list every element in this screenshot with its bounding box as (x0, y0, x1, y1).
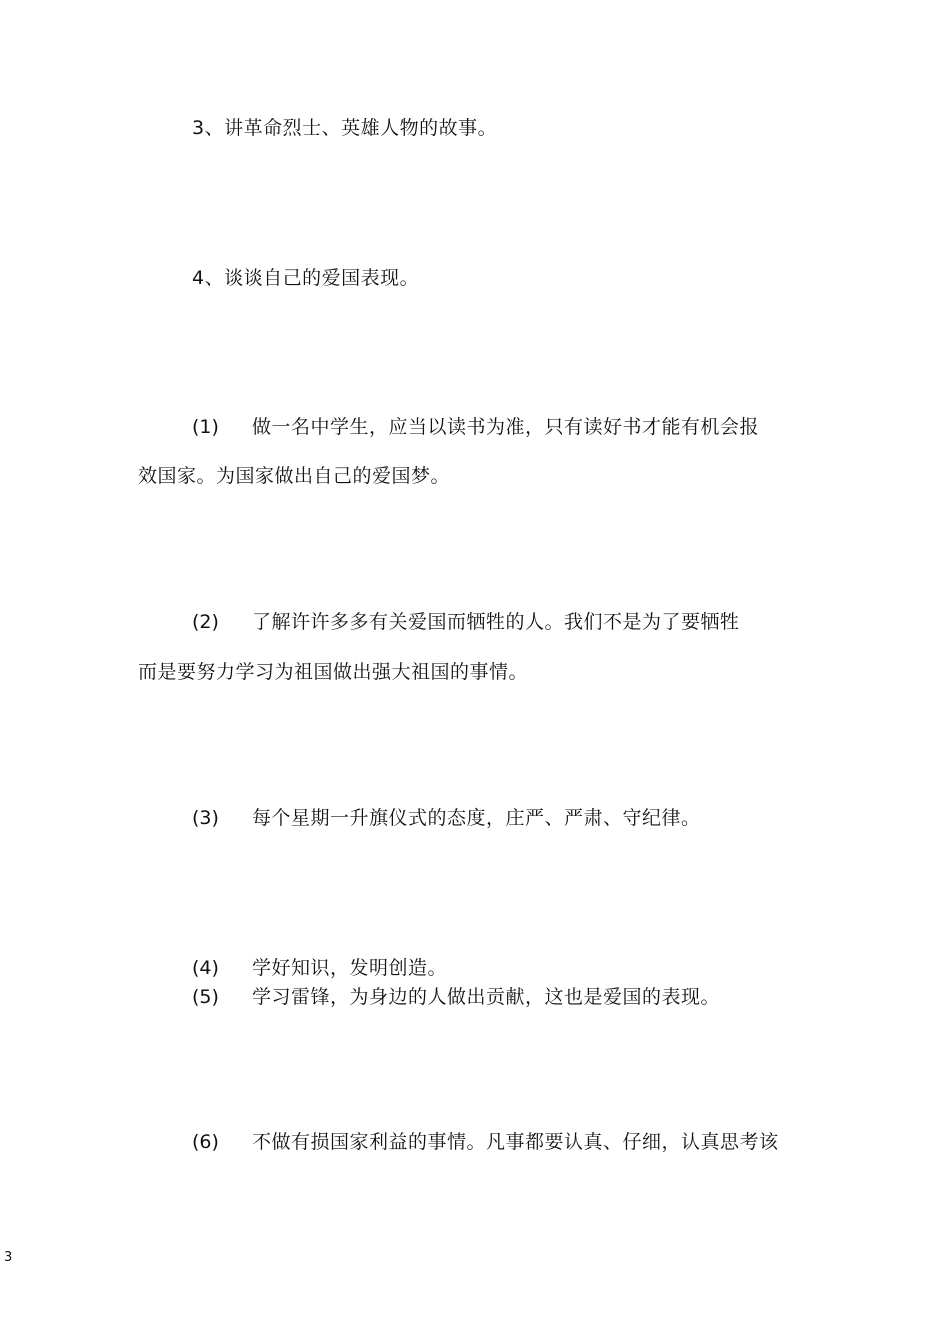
section-heading-3: 3、讲革命烈士、英雄人物的故事。 (192, 117, 498, 139)
item-number: (3) (192, 807, 219, 829)
item-text-continued: 而是要努力学习为祖国做出强大祖国的事情。 (138, 661, 529, 683)
item-text: 学好知识，发明创造。 (252, 957, 448, 979)
item-text: 了解许许多多有关爱国而牺牲的人。我们不是为了要牺牲 (252, 611, 740, 633)
item-text: 学习雷锋，为身边的人做出贡献，这也是爱国的表现。 (252, 986, 721, 1008)
item-text: 每个星期一升旗仪式的态度，庄严、严肃、守纪律。 (252, 807, 701, 829)
item-number: (6) (192, 1131, 219, 1153)
item-text-continued: 效国家。为国家做出自己的爱国梦。 (138, 465, 451, 487)
item-number: (5) (192, 986, 219, 1008)
section-heading-4: 4、谈谈自己的爱国表现。 (192, 267, 420, 289)
item-number: (1) (192, 416, 219, 438)
item-text: 不做有损国家利益的事情。凡事都要认真、仔细，认真思考该 (252, 1131, 779, 1153)
item-text: 做一名中学生，应当以读书为准，只有读好书才能有机会报 (252, 416, 760, 438)
item-number: (2) (192, 611, 219, 633)
item-number: (4) (192, 957, 219, 979)
page-number: 3 (4, 1250, 13, 1265)
